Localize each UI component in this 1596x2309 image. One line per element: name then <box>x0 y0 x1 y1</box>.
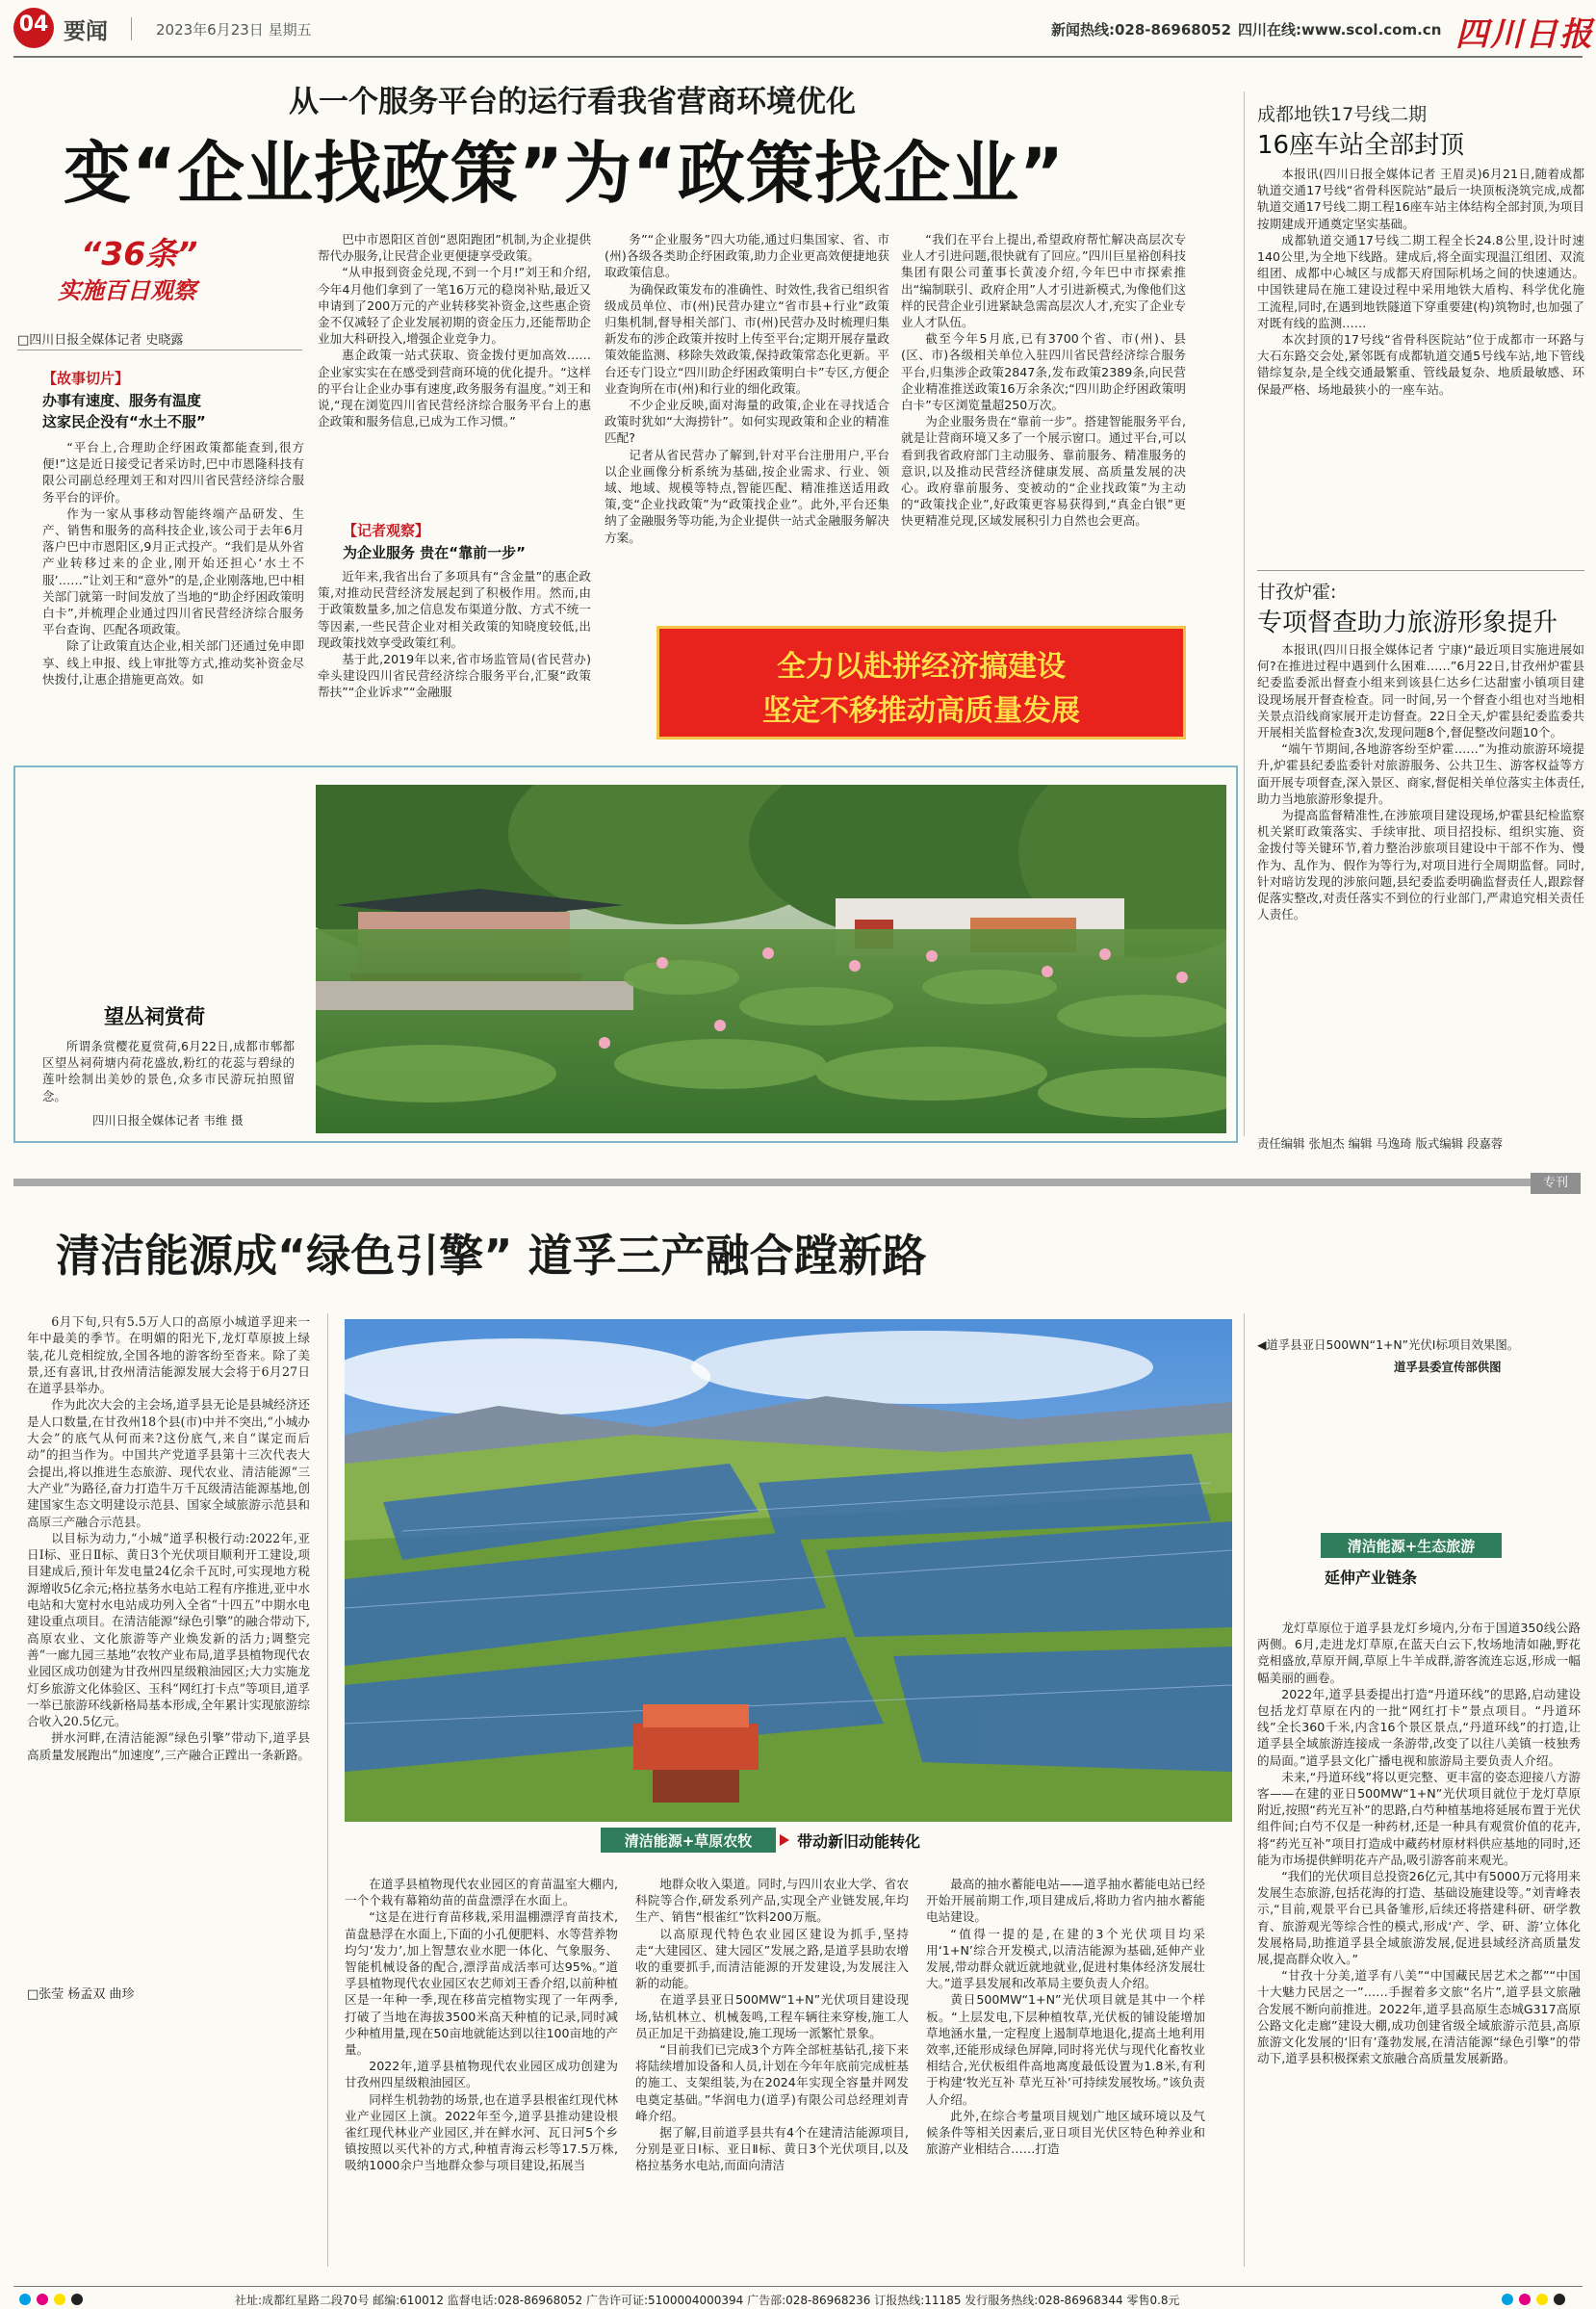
lotus-pond-image <box>316 785 1226 1133</box>
sidebar-2-title: 专项督查助力旅游形象提升 <box>1257 609 1558 637</box>
tag-2-title: 延伸产业链条 <box>1325 1569 1418 1587</box>
sidebar-2-kicker: 甘孜炉霍: <box>1257 582 1337 603</box>
masthead <box>0 0 1596 60</box>
badge-observe: 实施百日观察 <box>58 277 196 304</box>
solar-photo-credit: 道孚县委宣传部供图 <box>1394 1360 1502 1374</box>
feature-col-b3: 最高的抽水蓄能电站——道孚抽水蓄能电站已经开始开展前期工作,项目建成后,将助力省内抽水蓄能电站建设。 “值得一提的是,在建的3个光伏项目均采用‘1+N’综合开发模式,以清洁能源为基础,延伸产业发展,带动群众就近就地就业,促进村集体经济发展壮大。”道孚县发展和改革局主要负责人介绍。 黄日500MW“1+N”光伏项目就是其中一个样板。“上层发电,下层种植牧草,光伏板的铺设能增加草地涵水量,一定程度上遏制草地退化,提高土地利用效率,还能形成绿色屏障,同时将光伏与现代化畜牧业相结合,光伏板组件高地离度最低设置为1.8米,有利于构建‘牧光互补 草光互补’可持续发展牧场。”该负责人介绍。 此外,在综合考量项目规划广地区域环境以及气候条件等相关因素后,亚日项目光伏区特色种养业和旅游产业相结合……打造 <box>926 1877 1205 2157</box>
newspaper-logo: 四川日报 <box>1455 15 1594 54</box>
sidebar-1-title: 16座车站全部封顶 <box>1257 131 1465 160</box>
magenta-mark-icon <box>37 2294 48 2305</box>
black-mark-icon <box>1554 2294 1565 2305</box>
banner-line-1: 全力以赴拼经济搞建设 <box>777 650 1066 684</box>
news-hotline: 新闻热线:028-86968052 <box>1051 21 1232 39</box>
feature-col-b1: 在道孚县植物现代农业园区的育苗温室大棚内,一个个栽有幕箱幼苗的苗盘漂浮在水面上。 “这是在进行育苗移栽,采用温棚漂浮育苗技术,苗盘悬浮在水面上,下面的小孔便肥料、水等营养物均匀‘发力’,加上智慧农业水肥一体化、气象服务、智能机械设备的配合,漂浮苗成活率可达95%。”道孚县植物现代农业园区农艺师刘王香介绍,以前种植区是一年种一季,现在移苗完植物实现了一年两季,打破了当地在海拔3500米高天种植的记录,同时减少种植用量,现在50亩地就能达到以往100亩地的产量。 2022年,道孚县植物现代农业园区成功创建为甘孜州四星级粮油园区。 同样生机勃勃的场景,也在道孚县根雀红现代林业产业园区上演。2022年至今,道孚县推动建设根雀红现代林业产业园区,并在鲜水河、瓦日河5个乡镇按照以买代补的方式,种植青海云杉等17.5万株,吸纳1000余户当地群众参与项目建设,拓展当 <box>345 1877 618 2173</box>
solar-farm-image <box>345 1319 1232 1822</box>
photo-1-caption: 所谓条赏樱花夏赏荷,6月22日,成都市郫都区望丛祠荷塘内荷花盛放,粉红的花蕊与碧绿的莲叶绘制出美妙的景色,众多市民游玩拍照留念。 <box>42 1039 295 1103</box>
photo-1-title: 望丛祠赏荷 <box>104 1005 205 1028</box>
yellow-mark-icon <box>54 2294 65 2305</box>
photo-1-credit: 四川日报全媒体记者 韦维 摄 <box>92 1113 244 1128</box>
feature-right-divider <box>1244 1313 1245 2267</box>
lead-byline: □四川日报全媒体记者 史晓露 <box>17 333 184 348</box>
badge-36: “36条” <box>81 235 198 272</box>
issue-date: 2023年6月23日 星期五 <box>156 21 312 39</box>
tag-2 <box>1321 1533 1502 1558</box>
color-registration-marks-right <box>1502 2294 1588 2305</box>
feature-authors: □张莹 杨孟双 曲珍 <box>27 1987 135 2002</box>
story-title-1: 办事有速度、服务有温度 <box>42 392 202 409</box>
color-registration-marks <box>19 2294 106 2305</box>
page-number: 04 <box>18 13 49 37</box>
cyan-mark-icon <box>19 2294 31 2305</box>
story-tag: 【故事切片】 <box>42 370 130 387</box>
footer-info: 社址:成都红星路二段70号 邮编:610012 监督电话:028-86968052 广告许可证:5100004000394 广告部:028-86968236 订报热线:11185 发行服务热线:028-86968344 零售0.8元 <box>235 2294 1180 2307</box>
feature-intro-divider <box>327 1313 328 2267</box>
sidebar-1-kicker: 成都地铁17号线二期 <box>1257 104 1428 125</box>
editors-credit: 责任编辑 张旭杰 编辑 马逸琦 版式编辑 段嘉蓉 <box>1257 1136 1504 1151</box>
tag-1 <box>601 1828 776 1853</box>
feature-intro: 6月下旬,只有5.5万人口的高原小城道孚迎来一年中最美的季节。在明媚的阳光下,龙灯草原披上绿装,花儿竞相绽放,全国各地的游客纷至沓来。除了美景,还有喜讯,甘孜州清洁能源发展大会将于6月27日在道孚县举办。 作为此次大会的主会场,道孚县无论是县城经济还是人口数量,在甘孜州18个县(市)中并不突出,“小城办大会”的底气从何而来?这份底气,来自“谋定而后动”的担当作为。中国共产党道孚县第十三次代表大会提出,将以推进生态旅游、现代农业、清洁能源“三大产业”为路径,奋力打造牛万千瓦级清洁能源基地,创建国家生态文明建设示范县、国家全域旅游示范县和高原三产融合示范县。 以目标为动力,“小城”道孚积极行动:2022年,亚日Ⅰ标、亚日Ⅱ标、黄日3个光伏项目顺利开工建设,项目建成后,预计年发电量24亿余千瓦时,可实现地方税源增收5亿余元;格拉基务水电站工程有序推进,亚中水电站和大宽村水电站成功列入全省“十四五”中期水电建设重点项目。在清洁能源“绿色引擎”的融合带动下,高原农业、文化旅游等产业焕发新的活力;调整完善“一廊九园三基地”农牧产业布局,道孚县植物现代农业园区成功创建为甘孜州四星级粮油园区;大力实施龙灯乡旅游文化体验区、玉科“网红打卡点”等项目,道孚一举已旅游环线新格局基本形成,全年累计实现旅游综合收入20.5亿元。 拼水河畔,在清洁能源“绿色引擎”带动下,道孚县高质量发展跑出“加速度”,三产融合正蹚出一条新路。 <box>27 1314 310 1762</box>
website-label[interactable]: 四川在线:www.scol.com.cn <box>1238 21 1442 39</box>
lead-sidebar-divider <box>1244 91 1245 1136</box>
footer-rule <box>13 2286 1583 2287</box>
section-label: 要闻 <box>64 19 108 44</box>
campaign-banner <box>656 626 1186 739</box>
lead-kicker: 从一个服务平台的运行看我省营商环境优化 <box>289 85 856 119</box>
tag-2-label: 清洁能源+生态旅游 <box>1347 1538 1476 1555</box>
special-label: 专刊 <box>1531 1173 1581 1194</box>
reporter-title: 为企业服务 贵在“靠前一步” <box>343 544 526 561</box>
cyan-mark-icon <box>1502 2294 1513 2305</box>
black-mark-icon <box>71 2294 83 2305</box>
masthead-rule <box>13 56 1583 58</box>
feature-headline: 清洁能源成“绿色引擎” 道孚三产融合蹚新路 <box>56 1230 927 1282</box>
solar-photo <box>345 1319 1232 1822</box>
masthead-divider <box>131 17 132 40</box>
lead-col3: 务”“企业服务”四大功能,通过归集国家、省、市(州)各级各类助企纾困政策,助力企业更高效便捷地获取政策信息。 为确保政策发布的准确性、时效性,我省已组织省级成员单位、市(州)民营办建立“省市县+行业”政策归集机制,督导相关部门、市(州)民营办及时梳理归集新发布的涉企政策并按时上传至平台;定期开展存量政策效能监测、移除失效政策,保持政策常态化更新。平台还专门设立“四川助企纾困政策明白卡”专区,方便企业查询所在市(州)和行业的细化政策。 不少企业反映,面对海量的政策,企业在寻找适合政策时犹如“大海捞针”。如何实现政策和企业的精准匹配? 记者从省民营办了解到,针对平台注册用户,平台以企业画像分析系统为基础,按企业需求、行业、领域、地域、规模等特点,智能匹配、精准推送适用政策,变“企业找政策”为“政策找企业”。此外,平台还集纳了金融服务等功能,为企业提供一站式金融服务解决方案。 <box>605 232 889 545</box>
section-divider <box>13 1179 1531 1186</box>
feature-col-b2: 地群众收入渠道。同时,与四川农业大学、省农科院等合作,研发系列产品,实现全产业链发展,年均生产、销售“根雀红”饮料200万瓶。 以高原现代特色农业园区建设为抓手,坚持走“大建园区、建大园区”发展之路,是道孚县助农增收的重要抓手,而清洁能源的开发建设,为发展注入新的动能。 在道孚县亚日500MW“1+N”光伏项目建设现场,钻机林立、机械轰鸣,工程车辆往来穿梭,施工人员正加足干劲搞建设,施工现场一派繁忙景象。 “目前我们已完成3个方阵全部桩基钻孔,接下来将陆续增加设备和人员,计划在今年年底前完成桩基的施工、支架组装,为在2024年实现全容量并网发电奠定基础。”华润电力(道孚)有限公司总经理刘青峰介绍。 据了解,目前道孚县共有4个在建清洁能源项目,分别是亚日Ⅰ标、亚日Ⅱ标、黄日3个光伏项目,以及格拉基务水电站,而面向清洁 <box>635 1877 909 2173</box>
sidebar-1-body: 本报讯(四川日报全媒体记者 王眉灵)6月21日,随着成都轨道交通17号线“省骨科医院站”最后一块顶板浇筑完成,成都轨道交通17号线二期工程16座车站主体结构全部封顶,为项目按期建成开通奠定坚实基础。 成都轨道交通17号线二期工程全长24.8公里,设计时速140公里,为全地下线路。建成后,将全面实现温江组团、双流组团、成都中心城区与成都天府国际机场之间的快速通达。中国铁建局在施工建设过程中采用地铁大盾构、科学优化施工流程,同时,在遇到地铁隧道下穿重要建(构)筑物时,也加强了对既有线的监测…… 本次封顶的17号线“省骨科医院站”位于成都市一环路与大石东路交会处,紧邻既有成都轨道交通5号线车站,地下管线错综复杂,是全线交通最繁重、管线最复杂、地质最敏感、环保最严格、场地最狭小的一座车站。 <box>1257 167 1584 397</box>
sidebar-2-body: 本报讯(四川日报全媒体记者 宁康)“最近项目实施进展如何?在推进过程中遇到什么困难……”6月22日,甘孜州炉霍县纪委监委派出督查小组来到该县仁达乡仁达甜蜜小镇项目建设现场展开督查检查。同一时间,另一个督查小组也对当地相关景点沿线商家展开走访督查。22日全天,炉霍县纪委监委共开展相关监督检查3次,发现问题8个,督促整改问题10个。 “端午节期间,各地游客纷至炉霍……”为推动旅游环境提升,炉霍县纪委监委针对旅游服务、公共卫生、游客权益等方面开展专项督查,深入景区、商家,督促相关单位落实主体责任,助力当地旅游形象提升。 为提高监督精准性,在涉旅项目建设现场,炉霍县纪检监察机关紧盯政策落实、手续审批、项目招投标、组织实施、资金拨付等关键环节,着力整治涉旅项目建设中干部不作为、慢作为、乱作为、假作为等行为,对项目进行全周期监督。同时,针对暗访发现的涉旅问题,县纪委监委明确监督责任人,跟踪督促落实整改,对责任落实不到位的行业部门,严肃追究相关责任人责任。 <box>1257 642 1584 922</box>
tag-1-arrow <box>780 1834 789 1846</box>
lead-col2b: 近年来,我省出台了多项具有“含金量”的惠企政策,对推动民营经济发展起到了积极作用。然而,由于政策数量多,加之信息发布渠道分散、方式不统一等因素,一些民营企业对相关政策的知晓度较低,出现政策找效享受政策红利。 基于此,2019年以来,省市场监管局(省民营办)牵头建设四川省民营经济综合服务平台,汇聚“政策帮扶”“企业诉求”“金融服 <box>318 569 591 700</box>
lead-col2a: 巴中市恩阳区首创“恩阳跑团”机制,为企业提供帮代办服务,让民营企业更便捷享受政策。 “从申报到资金兑现,不到一个月!”刘王和介绍,今年4月他们拿到了一笔16万元的稳岗补贴,最近又申请到了200万元的产业转移奖补资金,这些惠企资金不仅减轻了企业发展初期的资金压力,还能帮助企业加大科研投入,增强企业竞争力。 惠企政策一站式获取、资金拨付更加高效……企业家实实在在感受到营商环境的优化提升。“这样的平台让企业办事有速度,政务服务有温度。”刘王和说,“现在浏览四川省民营经济综合服务平台上的惠企政策和服务信息,已成为工作习惯。” <box>318 232 591 429</box>
magenta-mark-icon <box>1519 2294 1531 2305</box>
lotus-pond-photo <box>316 785 1226 1133</box>
story-title-2: 这家民企没有“水土不服” <box>42 413 206 430</box>
banner-line-2: 坚定不移推动高质量发展 <box>762 694 1080 728</box>
lead-col1: “平台上,合理助企纾困政策都能查到,很方便!”这是近日接受记者采访时,巴中市恩隆科技有限公司副总经理刘王和对四川省民营经济综合服务平台的评价。 作为一家从事移动智能终端产品研发、生产、销售和服务的高科技企业,该公司于去年6月落户巴中市恩阳区,9月正式投产。“我们是从外省产业转移过来的企业,刚开始还担心‘水土不服’……”让刘王和“意外”的是,企业刚落地,巴中相关部门就第一时间发放了当地的“助企纾困政策明白卡”,并梳理企业通过四川省民营经济综合服务平台查询、匹配各项政策。 除了让政策直达企业,相关部门还通过免申即享、线上申报、线上审批等方式,推动奖补资金尽快拨付,让惠企措施更高效。如 <box>42 440 304 687</box>
feature-col-b4: 龙灯草原位于道孚县龙灯乡境内,分布于国道350线公路两侧。6月,走进龙灯草原,在蓝天白云下,牧场地清如融,野花竞相盛放,草原开阔,草原上牛羊成群,游客流连忘返,形成一幅幅美丽的画卷。 2022年,道孚县委提出打造“丹道环线”的思路,启动建设包括龙灯草原在内的一批“网红打卡”景点项目。“丹道环线”全长360千米,内含16个景区景点,“丹道环线”的打造,让道孚县全域旅游连接成一条游带,改变了以往八美镇一枝独秀的局面。”道孚县文化广播电视和旅游局主要负责人介绍。 未来,“丹道环线”将以更完整、更丰富的姿态迎接八方游客——在建的亚日500MW“1+N”光伏项目就位于龙灯草原附近,按照“药光互补”的思路,白芍种植基地将延展布置于光伏组件间;白芍不仅是一种药材,还是一种具有观赏价值的花卉,将“药光互补”项目打造成中藏药材原材料供应基地的同时,还能为市场提供鲜明花卉产品,吸引游客前来观光。 “我们的光伏项目总投资26亿元,其中有5000万元将用来发展生态旅游,包括花海的打造、基础设施建设等。”刘青峰表示,“目前,观景平台已具备雏形,后续还将搭建科研、研学教育、旅游观光等综合性的模式,形成‘产、学、研、游’立体化发展格局,助推道孚县全域旅游发展,促进县域经济高质量发展,提高群众收入。” “甘孜十分美,道孚有八美”“中国藏民居艺术之都”“中国十大魅力民居之一”……手握着多文旅“名片”,道孚县文旅融合发展不断向前推进。2022年,道孚县高原生态城G317高原公路文化走廊”建设大棚,成功创建省级全域旅游示范县,高原旅游文化发展的‘旧有’蓬勃发展,在清洁能源“绿色引擎”的带动下,道孚县积极探索文旅融合高质量发展新路。 <box>1257 1621 1581 2066</box>
lead-col4: “我们在平台上提出,希望政府帮忙解决高层次专业人才引进问题,很快就有了回应。”四川巨星裕创科技集团有限公司董事长黄凌介绍,今年巴中市探索推出“编制联引、政府企用”人才引进新模式,为像他们这样的民营企业引进紧缺急需高层次人才,充实了企业专业人才队伍。 截至今年5月底,已有3700个省、市(州)、县(区、市)各级相关单位入驻四川省民营经济综合服务平台,归集涉企政策2847条,发布政策2389条,向民营企业精准推送政策16万余条次;“四川助企纾困政策明白卡”专区浏览量超250万次。 为企业服务贵在“靠前一步”。搭建智能服务平台,就是让营商环境又多了一个展示窗口。通过平台,可以看到我省政府部门主动服务、靠前服务、精准服务的意识,以及推动民营经济健康发展、高质量发展的决心。政府靠前服务、变被动的“企业找政策”为主动的“政策找企业”,好政策更容易获得到,“真金白银”更快更精准兑现,区域发展积引力自然也会更高。 <box>901 232 1186 529</box>
solar-photo-caption: ◀道孚县亚日500WN“1+N”光伏Ⅰ标项目效果图。 <box>1257 1337 1520 1352</box>
sidebar-rule <box>1257 570 1584 571</box>
tag-1-title: 带动新旧动能转化 <box>797 1832 921 1851</box>
tag-1-label: 清洁能源+草原农牧 <box>624 1832 753 1850</box>
reporter-tag: 【记者观察】 <box>343 522 430 539</box>
lead-headline: 变“企业找政策”为“政策找企业” <box>64 134 1066 213</box>
yellow-mark-icon <box>1536 2294 1548 2305</box>
